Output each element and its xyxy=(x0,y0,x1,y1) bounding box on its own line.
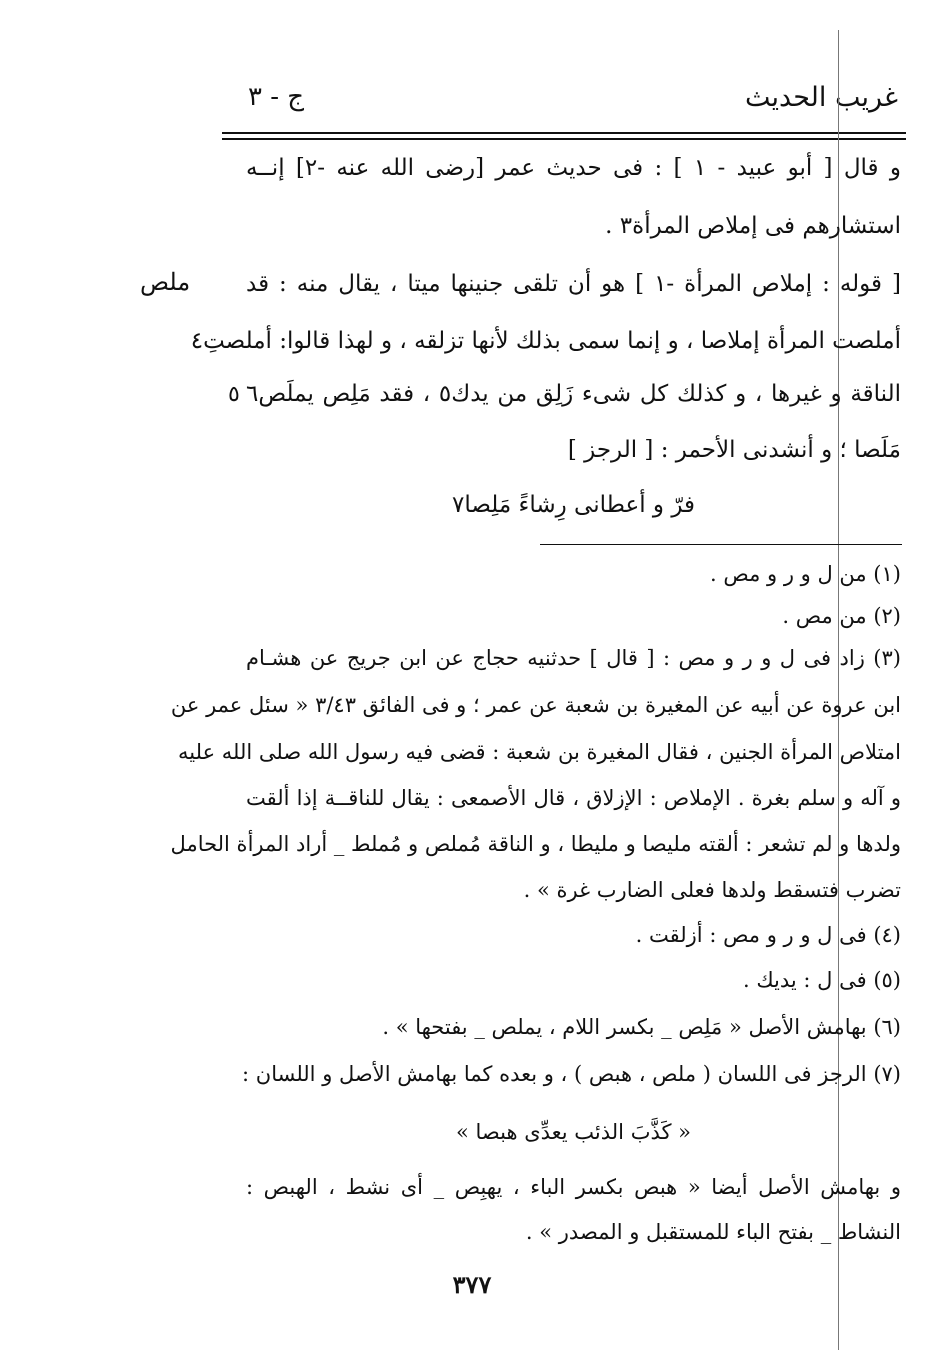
footnote-line: (٦) بهامش الأصل « مَلِص _ بكسر اللام ، يملص _ بفتحها » . xyxy=(382,1015,901,1039)
text-line: و قال [ أبو عبيد - ١ ] : فى حديث عمر [رضى الله عنه -٢] إنــه xyxy=(246,155,901,181)
footnote-line: النشاط _ بفتح الباء للمستقبل و المصدر » . xyxy=(525,1220,901,1244)
footnote-verse: « كَذَّبَ الذئب يعدِّى هبصا » xyxy=(455,1120,692,1144)
text-line: مَلَصا ؛ و أنشدنى الأحمر : [ الرجز ] xyxy=(567,437,901,463)
footnote-line: (١) من ل و ر و مص . xyxy=(710,562,901,586)
line-number: ٥ xyxy=(228,382,240,407)
footnote-line: امتلاص المرأة الجنين ، فقال المغيرة بن شعبة : قضى فيه رسول الله صلى الله عليه xyxy=(178,740,901,764)
footnote-line: (٤) فى ل و ر و مص : أزلقت . xyxy=(635,923,901,947)
footnote-line: (٢) من مص . xyxy=(782,604,901,628)
footnote-line: تضرب فتسقط ولدها فعلى الضارب غرة » . xyxy=(523,878,901,902)
text-line: استشارهم فى إملاص المرأة٣ . xyxy=(605,213,901,239)
footnote-line: و بهامش الأصل أيضا « هبص بكسر الباء ، يهبِص _ أى نشط ، الهبص : xyxy=(246,1175,901,1199)
volume-label: ج - ٣ xyxy=(248,82,305,112)
footnote-line: و آله و سلم بغرة . الإملاص : الإزلاق ، قال الأصمعى : يقال للناقــة إذا ألقت xyxy=(246,786,901,810)
footnote-line: ابن عروة عن أبيه عن المغيرة بن شعبة عن عمر ؛ و فى الفائق ٣/٤٣ « سئل عمر عن xyxy=(170,693,901,717)
header-rule-bottom xyxy=(222,138,906,140)
footnote-line: (٣) زاد فى ل و ر و مص : [ قال ] حدثنيه حجاج عن ابن جريج عن هشـام xyxy=(246,646,901,670)
verse-line: فرّ و أعطانى رِشاءً مَلِصا٧ xyxy=(451,492,696,518)
footnote-line: (٥) فى ل : يديك . xyxy=(742,968,901,992)
footnote-line: ولدها و لم تشعر : ألقته مليصا و مليطا ، و الناقة مُملص و مُملط _ أراد المرأة الحامل xyxy=(170,832,901,856)
footnote-rule xyxy=(540,544,902,545)
text-line: [ قوله : إملاص المرأة -١ ] هو أن تلقى جنينها ميتا ، يقال منه : قد xyxy=(246,271,901,297)
margin-keyword: ملص xyxy=(140,268,191,296)
header-rule-top xyxy=(222,132,906,134)
text-line: الناقة و غيرها ، و كذلك كل شىء زَلِق من يدك٥ ، فقد مَلِص يملَص٦ xyxy=(246,381,901,407)
footnote-line: (٧) الرجز فى اللسان ( ملص ، هبص ) ، و بعده كما بهامش الأصل و اللسان : xyxy=(242,1062,901,1086)
running-title: غريب الحديث xyxy=(745,82,898,113)
page-number: ٣٧٧ xyxy=(452,1270,492,1299)
text-line: أملصت المرأة إملاصا ، و إنما سمى بذلك لأنها تزلقه ، و لهذا قالوا: أملصتِ٤ xyxy=(190,328,901,354)
